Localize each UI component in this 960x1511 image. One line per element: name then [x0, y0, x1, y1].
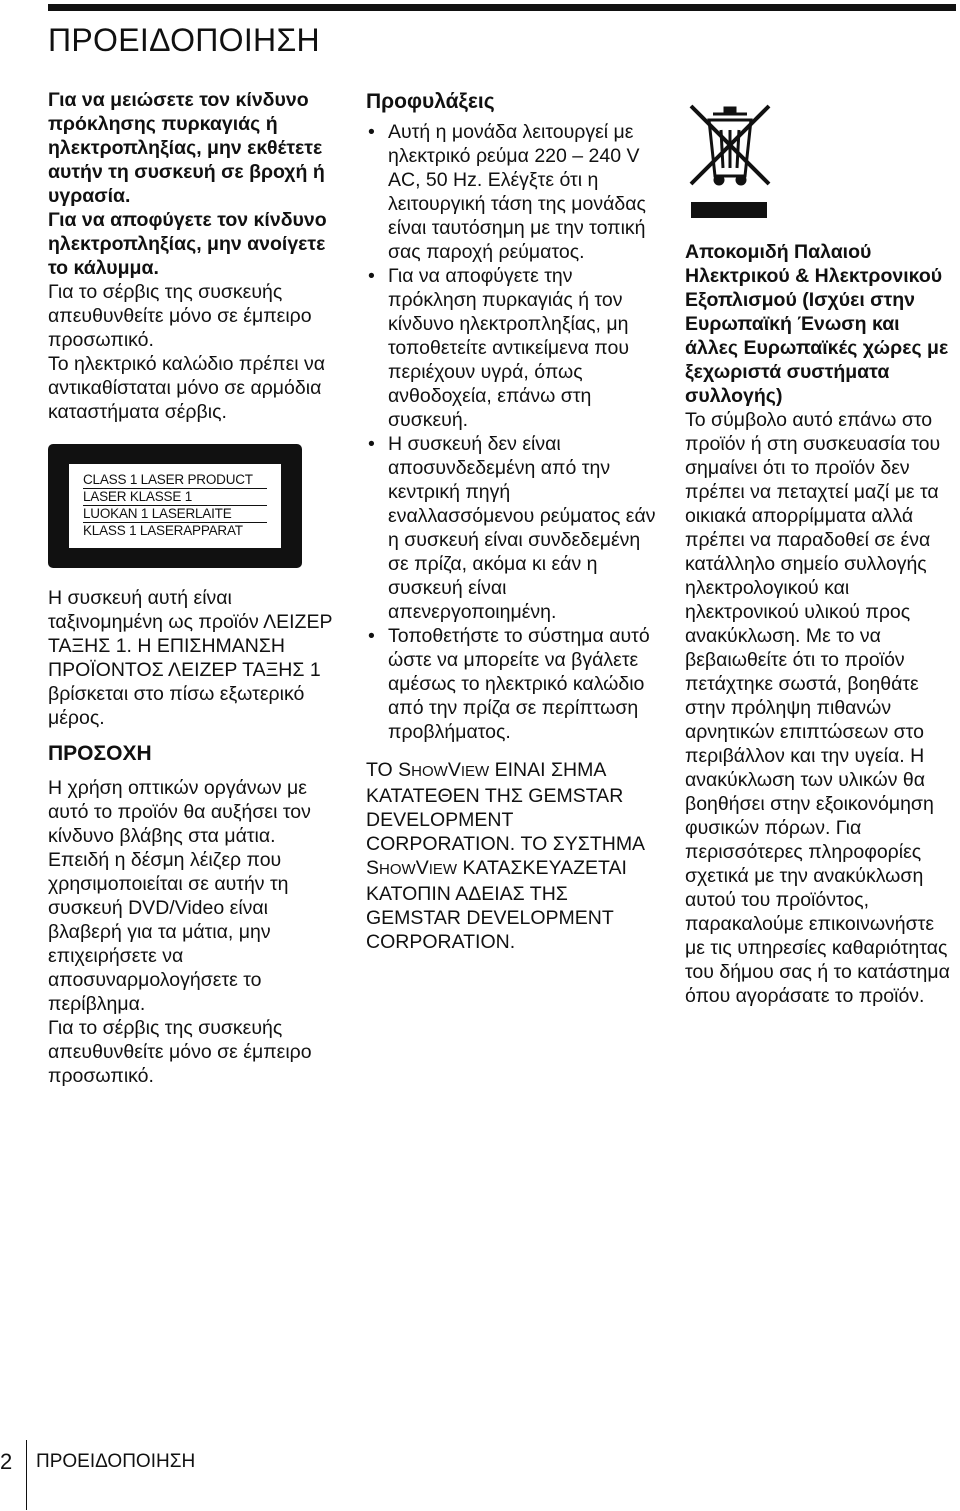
trademark-part: IEW: [428, 861, 458, 878]
trademark-part: HOW: [379, 861, 416, 878]
trademark-part: ΤΟ S: [366, 759, 412, 781]
precautions-heading: Προφυλάξεις: [366, 90, 495, 113]
fire-warning: Για να μειώσετε τον κίνδυνο πρόκλησης πυρκαγιάς ή ηλεκτροπληξίας, μην εκθέτετε αυτήν τη συσκευή σε βροχή ή υγρασία.: [48, 89, 325, 207]
trademark-part: V: [447, 759, 461, 781]
left-column: [48, 88, 333, 1088]
laser-class-label: [48, 444, 302, 568]
weee-bar: [691, 202, 767, 218]
laser-label-inner: [69, 464, 281, 548]
trademark-part: IEW: [460, 763, 490, 780]
laser-label-line: CLASS 1 LASER PRODUCT: [83, 472, 267, 489]
right-column: [685, 100, 955, 1008]
caution-heading: ΠΡΟΣΟΧΗ: [48, 742, 152, 765]
trademark-notice: [366, 758, 656, 954]
precaution-item: • Για να αποφύγετε την πρόκληση πυρκαγιάς ή τον κίνδυνο ηλεκτροπληξίας, μη τοποθετείτε αντικείμενα που περιέχουν υγρά, όπως ανθοδοχεία, επάνω στη συσκευή.: [366, 264, 656, 432]
weee-title: Αποκομιδή Παλαιού Ηλεκτρικού & Ηλεκτρονικού Εξοπλισμού (Ισχύει στην Ευρωπαϊκή Ένωση και άλλες Ευρωπαϊκές χώρες με ξεχωριστά συστήματα συλλογής): [685, 241, 949, 407]
cable-note: Το ηλεκτρικό καλώδιο πρέπει να αντικαθίσταται μόνο σε αρμόδια καταστήματα σέρβις.: [48, 353, 326, 423]
page-title: ΠΡΟΕΙΔΟΠΟΙΗΣΗ: [48, 22, 320, 58]
weee-symbol: [685, 100, 781, 218]
laser-classification: Η συσκευή αυτή είναι ταξινομημένη ως προϊόν ΛΕΙΖΕΡ ΤΑΞΗΣ 1. Η ΕΠΙΣΗΜΑΝΣΗ ΠΡΟΪΟΝΤΟΣ ΛΕΙΖΕΡ ΤΑΞΗΣ 1 βρίσκεται στο πίσω εξωτερικό μέρος.: [48, 587, 333, 729]
crossed-bin-icon: [685, 100, 775, 190]
precaution-item: • Τοποθετήστε το σύστημα αυτό ώστε να μπορείτε να βγάλετε αμέσως το ηλεκτρικό καλώδιο από την πρίζα σε περίπτωση προβλήματος.: [366, 624, 656, 744]
caution-text: Η χρήση οπτικών οργάνων με αυτό το προϊόν θα αυξήσει τον κίνδυνο βλάβης στα μάτια. Επειδή η δέσμη λέιζερ που χρησιμοποιείται σε αυτήν τη συσκευή DVD/Video είναι βλαβερή για τα μάτια, μην επιχειρήσετε να αποσυναρμολογήσετε το περίβλημα.: [48, 777, 311, 1015]
laser-label-line: LASER KLASSE 1: [83, 489, 267, 506]
service-note: Για το σέρβις της συσκευής απευθυνθείτε μόνο σε έμπειρο προσωπικό.: [48, 281, 312, 351]
laser-label-line: KLASS 1 LASERAPPARAT: [83, 523, 243, 538]
trademark-part: V: [415, 857, 429, 879]
trademark-part: ΕΙΝΑΙ ΣΗΜΑ ΚΑΤΑΤΕΘΕΝ ΤΗΣ GEMSTAR DEVELOPMENT CORPORATION. ΤΟ ΣΥΣΤΗΜΑ S: [366, 759, 644, 879]
top-rule: [48, 4, 956, 11]
weee-text: Το σύμβολο αυτό επάνω στο προϊόν ή στη συσκευασία του σημαίνει ότι το προϊόν δεν πρέπει να πεταχτεί μαζί με τα οικιακά απορρίμματα αλλά πρέπει να παραδοθεί σε ένα κατάλληλο σημείο συλλογής ηλεκτρολογικού και ηλεκτρονικού υλικού προς ανακύκλωση. Με το να βεβαιωθείτε ότι το προϊόν πετάχτηκε σωστά, βοηθάτε στην πρόληψη πιθανών αρνητικών επιπτώσεων στο περιβάλλον και την υγεία. Η ανακύκλωση των υλικών θα βοηθήσει στην εξοικονόμηση φυσικών πόρων. Για περισσότερες πληροφορίες σχετικά με την ανακύκλωση αυτού του προϊόντος, παρακαλούμε επικοινωνήστε με τις υπηρεσίες καθαριότητας του δήμου σας ή το κατάστημα όπου αγοράσατε το προϊόν.: [685, 409, 950, 1007]
page-number: 2: [0, 1449, 13, 1474]
precaution-item: • Η συσκευή δεν είναι αποσυνδεδεμένη από την κεντρική πηγή εναλλασσόμενου ρεύματος εάν η συσκευή είναι συνδεδεμένη σε πρίζα, ακόμα κι εάν η συσκευή είναι απενεργοποιημένη.: [366, 432, 656, 624]
precaution-item: • Αυτή η μονάδα λειτουργεί με ηλεκτρικό ρεύμα 220 – 240 V AC, 50 Hz. Ελέγξτε ότι η λειτουργική τάση της μονάδας είναι ταυτόσημη με την τοπική σας παροχή ρεύματος.: [366, 120, 656, 264]
caution-service-note: Για το σέρβις της συσκευής απευθυνθείτε μόνο σε έμπειρο προσωπικό.: [48, 1017, 312, 1087]
footer-rule: [26, 1440, 27, 1510]
precautions-list: [366, 120, 656, 744]
footer-section-title: ΠΡΟΕΙΔΟΠΟΙΗΣΗ: [36, 1451, 196, 1472]
laser-label-line: LUOKAN 1 LASERLAITE: [83, 506, 267, 523]
page-footer: [0, 1440, 300, 1510]
shock-warning: Για να αποφύγετε τον κίνδυνο ηλεκτροπληξίας, μην ανοίγετε το κάλυμμα.: [48, 209, 327, 279]
trademark-part: HOW: [411, 763, 448, 780]
middle-column: [366, 90, 656, 954]
trademark-part: ΚΑΤΑΣΚΕΥΑΖΕΤΑΙ ΚΑΤΟΠΙΝ ΑΔΕΙΑΣ ΤΗΣ GEMSTAR DEVELOPMENT CORPORATION.: [366, 857, 627, 953]
